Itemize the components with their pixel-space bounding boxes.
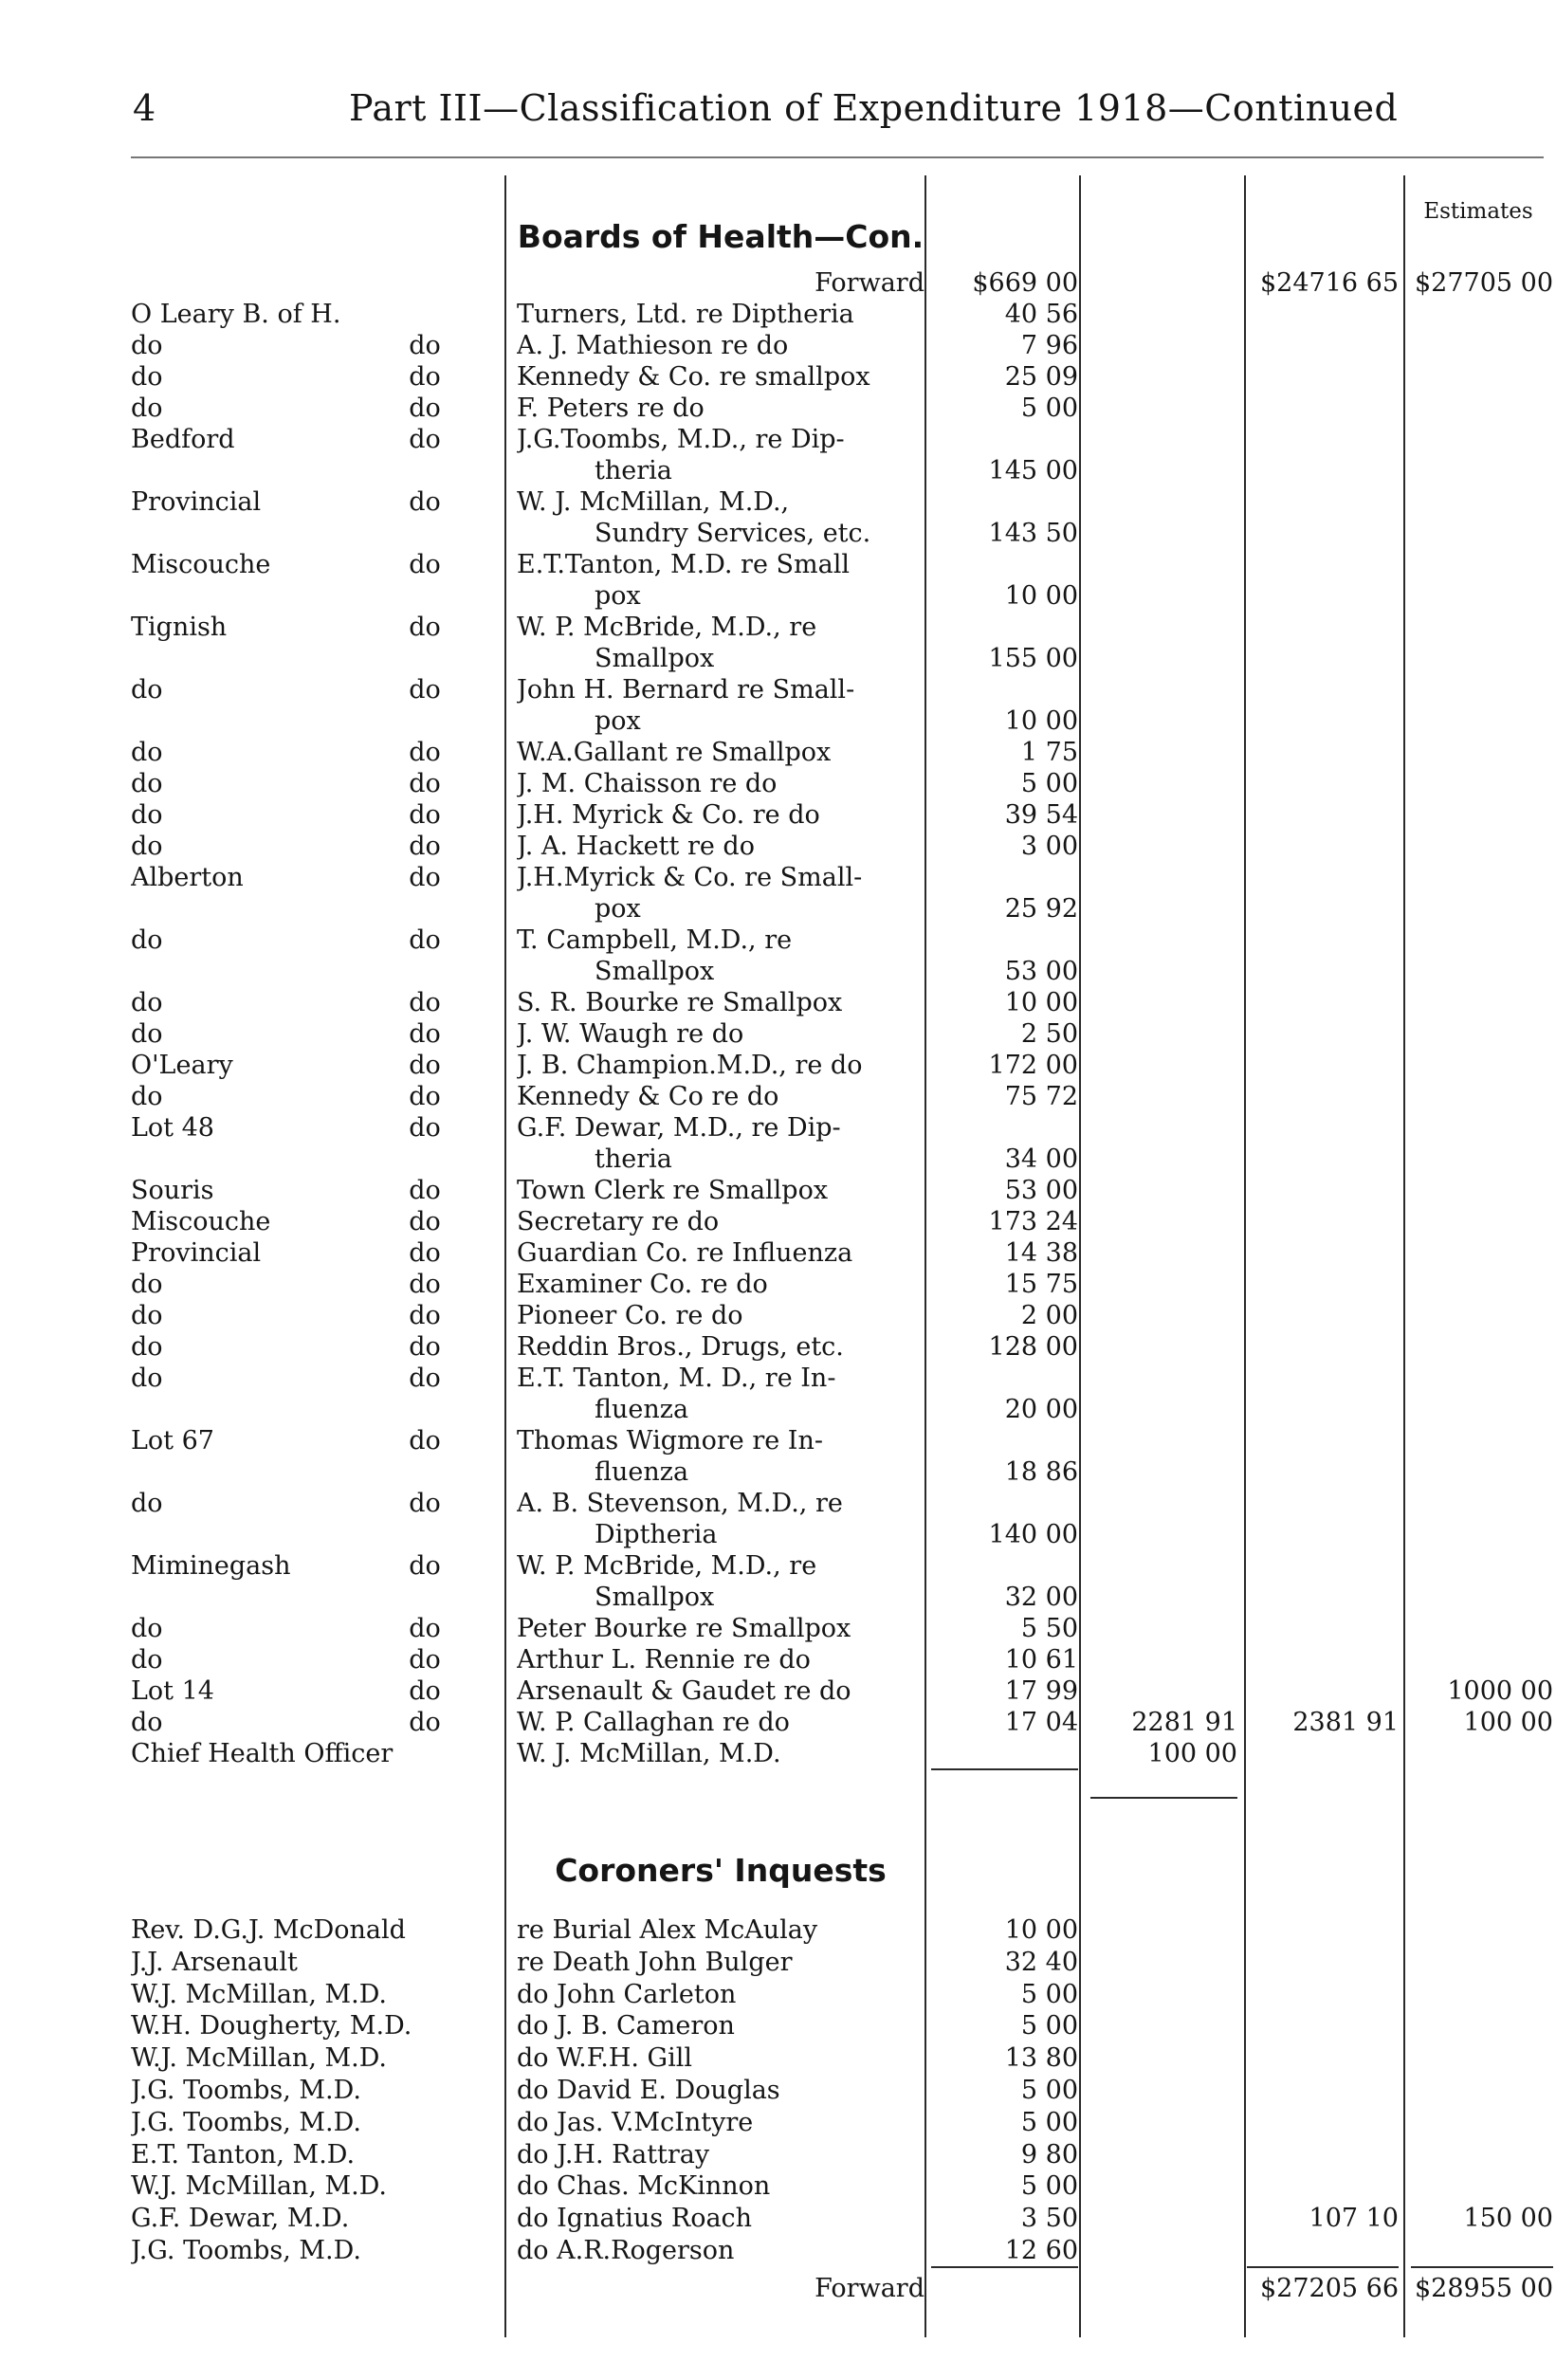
subtotal-rule-amount (931, 1768, 1078, 1770)
payee: G.F. Dewar, M.D. (131, 2204, 350, 2234)
payee: Provincial (131, 487, 262, 517)
description: J.G.Toombs, M.D., re Dip- (517, 425, 845, 454)
payee: do (131, 769, 163, 798)
description: Sundry Services, etc. (595, 519, 871, 548)
board-ditto: do (409, 1645, 441, 1675)
description: do John Carleton (517, 1979, 737, 2009)
payee: do (131, 1019, 163, 1049)
amount: 145 00 (988, 456, 1078, 485)
description: J. M. Chaisson re do (517, 769, 778, 798)
board-ditto: do (409, 1551, 441, 1581)
amount: 13 80 (1004, 2043, 1078, 2074)
payee: Rev. D.G.J. McDonald (131, 1915, 406, 1945)
estimates-label: Estimates (1423, 199, 1533, 224)
description: Arsenault & Gaudet re do (517, 1676, 851, 1706)
estimate: 150 00 (1463, 2204, 1553, 2234)
description: pox (595, 894, 641, 924)
payee: Provincial (131, 1238, 262, 1268)
subtotal-rule-coroners (931, 2266, 1078, 2268)
description: F. Peters re do (517, 394, 705, 423)
amount: 25 92 (1004, 894, 1078, 924)
amount: 140 00 (988, 1520, 1078, 1549)
column-rule-total1 (1244, 175, 1246, 2337)
description: do David E. Douglas (517, 2076, 780, 2105)
amount: 17 04 (1004, 1708, 1078, 1737)
description: Pioneer Co. re do (517, 1301, 743, 1330)
board-ditto: do (409, 769, 441, 798)
payee: Lot 67 (131, 1426, 214, 1455)
description: pox (595, 581, 641, 611)
payee: do (131, 1082, 163, 1111)
page-title: Part III—Classification of Expenditure 1918—Continued (349, 87, 1399, 129)
amount: 2 00 (1020, 1301, 1078, 1330)
payee: Tignish (131, 613, 228, 642)
board-ditto: do (409, 1176, 441, 1205)
amount: 5 00 (1020, 1979, 1078, 2009)
amount: 172 00 (988, 1051, 1078, 1080)
description: re Death John Bulger (517, 1947, 793, 1977)
description: fluenza (595, 1457, 689, 1487)
payee: Lot 48 (131, 1113, 214, 1143)
amount: 14 38 (1004, 1238, 1078, 1268)
estimate: 1000 00 (1447, 1676, 1553, 1706)
board-ditto: do (409, 613, 441, 642)
board-ditto: do (409, 425, 441, 454)
total: $24716 65 (1259, 268, 1399, 298)
amount: 32 00 (1004, 1583, 1078, 1612)
description: S. R. Bourke re Smallpox (517, 988, 843, 1017)
payee: do (131, 738, 163, 767)
description: fluenza (595, 1395, 689, 1424)
board-ditto: do (409, 1676, 441, 1706)
amount: 53 00 (1004, 957, 1078, 986)
payee: do (131, 1364, 163, 1393)
description: John H. Bernard re Small- (517, 675, 855, 705)
board-ditto: do (409, 331, 441, 360)
description: Examiner Co. re do (517, 1270, 768, 1299)
amount: 5 00 (1020, 2076, 1078, 2105)
amount: 2 50 (1020, 1019, 1078, 1049)
amount: 53 00 (1004, 1176, 1078, 1205)
board-ditto: do (409, 1207, 441, 1236)
description: do J.H. Rattray (517, 2139, 710, 2169)
description: E.T. Tanton, M. D., re In- (517, 1364, 836, 1393)
board-ditto: do (409, 1301, 441, 1330)
description: Town Clerk re Smallpox (517, 1176, 829, 1205)
payee: W.J. McMillan, M.D. (131, 2043, 387, 2074)
board-ditto: do (409, 1270, 441, 1299)
board-ditto: do (409, 1708, 441, 1737)
estimate: 100 00 (1463, 1708, 1553, 1737)
description: theria (595, 1144, 672, 1174)
description: J. B. Champion.M.D., re do (517, 1051, 863, 1080)
payee: W.H. Dougherty, M.D. (131, 2011, 412, 2041)
board-ditto: do (409, 1426, 441, 1455)
payee: Miscouche (131, 550, 271, 579)
amount: 7 96 (1020, 331, 1078, 360)
description: J.H. Myrick & Co. re do (517, 800, 820, 830)
description: Kennedy & Co. re smallpox (517, 362, 870, 392)
payee: do (131, 394, 163, 423)
amount: 40 56 (1004, 300, 1078, 329)
amount: 17 99 (1004, 1676, 1078, 1706)
amount: 18 86 (1004, 1457, 1078, 1487)
description: Diptheria (595, 1520, 718, 1549)
amount: 10 00 (1004, 581, 1078, 611)
description: W. J. McMillan, M.D. (517, 1739, 781, 1768)
forward-rule-total2 (1247, 2266, 1399, 2268)
payee: Souris (131, 1176, 214, 1205)
payee: do (131, 925, 163, 955)
payee: do (131, 832, 163, 861)
board-ditto: do (409, 675, 441, 705)
amount: $669 00 (972, 268, 1078, 298)
description: do J. B. Cameron (517, 2011, 735, 2041)
board-ditto: do (409, 1082, 441, 1111)
description: W. P. Callaghan re do (517, 1708, 790, 1737)
subtotal-rule-total1 (1090, 1797, 1237, 1799)
description: Peter Bourke re Smallpox (517, 1614, 851, 1643)
payee: do (131, 800, 163, 830)
payee: Miminegash (131, 1551, 291, 1581)
payee: E.T. Tanton, M.D. (131, 2139, 356, 2169)
description: Arthur L. Rennie re do (517, 1645, 811, 1675)
description: J. A. Hackett re do (517, 832, 755, 861)
payee: do (131, 1270, 163, 1299)
payee: O Leary B. of H. (131, 300, 341, 329)
amount: 5 00 (1020, 394, 1078, 423)
board-ditto: do (409, 1238, 441, 1268)
board-ditto: do (409, 800, 441, 830)
board-ditto: do (409, 550, 441, 579)
amount: 5 00 (1020, 2171, 1078, 2202)
section-heading-coroners: Coroners' Inquests (555, 1852, 887, 1889)
board-ditto: do (409, 1051, 441, 1080)
description: Thomas Wigmore re In- (517, 1426, 823, 1455)
payee: do (131, 1708, 163, 1737)
amount: 15 75 (1004, 1270, 1078, 1299)
description: A. J. Mathieson re do (517, 331, 789, 360)
amount: 39 54 (1004, 800, 1078, 830)
board-ditto: do (409, 487, 441, 517)
board-ditto: do (409, 738, 441, 767)
column-rule-amount (924, 175, 926, 2337)
board-ditto: do (409, 832, 441, 861)
amount: 5 00 (1020, 769, 1078, 798)
amount: 25 09 (1004, 362, 1078, 392)
amount: 12 60 (1004, 2236, 1078, 2265)
page-number: 4 (133, 87, 156, 129)
amount: 32 40 (1004, 1947, 1078, 1977)
amount: 20 00 (1004, 1395, 1078, 1424)
amount: 1 75 (1020, 738, 1078, 767)
payee: do (131, 675, 163, 705)
description: do Ignatius Roach (517, 2204, 753, 2234)
amount: 75 72 (1004, 1082, 1078, 1111)
board-ditto: do (409, 1019, 441, 1049)
payee: do (131, 1645, 163, 1675)
amount: 10 00 (1004, 988, 1078, 1017)
payee: O'Leary (131, 1051, 233, 1080)
description: pox (595, 706, 641, 736)
board-ditto: do (409, 1332, 441, 1362)
description: do Chas. McKinnon (517, 2171, 771, 2202)
description: Kennedy & Co re do (517, 1082, 779, 1111)
description: W. P. McBride, M.D., re (517, 613, 817, 642)
amount: 5 00 (1020, 2107, 1078, 2137)
description: W. J. McMillan, M.D., (517, 487, 790, 517)
payee: Chief Health Officer (131, 1739, 394, 1768)
board-ditto: do (409, 1614, 441, 1643)
description: Turners, Ltd. re Diptheria (517, 300, 854, 329)
description: theria (595, 456, 672, 485)
description: J.H.Myrick & Co. re Small- (517, 863, 863, 892)
amount: 10 00 (1004, 706, 1078, 736)
description: T. Campbell, M.D., re (517, 925, 793, 955)
amount: 34 00 (1004, 1144, 1078, 1174)
forward-label: Forward (815, 2274, 924, 2303)
board-ditto: do (409, 925, 441, 955)
payee: W.J. McMillan, M.D. (131, 1979, 387, 2009)
description: E.T.Tanton, M.D. re Small (517, 550, 850, 579)
description: Reddin Bros., Drugs, etc. (517, 1332, 844, 1362)
board-ditto: do (409, 1113, 441, 1143)
description: W. P. McBride, M.D., re (517, 1551, 817, 1581)
amount: 10 00 (1004, 1915, 1078, 1945)
description: re Burial Alex McAulay (517, 1915, 818, 1945)
description: do A.R.Rogerson (517, 2236, 735, 2265)
payee: do (131, 1301, 163, 1330)
subtotal: 2281 91 (1131, 1708, 1237, 1737)
board-ditto: do (409, 863, 441, 892)
payee: J.G. Toombs, M.D. (131, 2107, 361, 2137)
column-rule-total2 (1403, 175, 1405, 2337)
payee: J.G. Toombs, M.D. (131, 2236, 361, 2265)
forward-total: $27205 66 (1259, 2274, 1399, 2303)
payee: do (131, 1332, 163, 1362)
board-ditto: do (409, 394, 441, 423)
column-rule-cents (1079, 175, 1081, 2337)
subtotal: 100 00 (1147, 1739, 1237, 1768)
amount: 128 00 (988, 1332, 1078, 1362)
payee: Lot 14 (131, 1676, 214, 1706)
payee: do (131, 1614, 163, 1643)
amount: 173 24 (988, 1207, 1078, 1236)
amount: 3 00 (1020, 832, 1078, 861)
total: 2381 91 (1292, 1708, 1399, 1737)
board-ditto: do (409, 988, 441, 1017)
payee: do (131, 1489, 163, 1518)
payee: J.J. Arsenault (131, 1947, 298, 1977)
payee: do (131, 988, 163, 1017)
payee: J.G. Toombs, M.D. (131, 2076, 361, 2105)
description: W.A.Gallant re Smallpox (517, 738, 832, 767)
board-ditto: do (409, 1489, 441, 1518)
description: G.F. Dewar, M.D., re Dip- (517, 1113, 841, 1143)
description: A. B. Stevenson, M.D., re (517, 1489, 843, 1518)
payee: W.J. McMillan, M.D. (131, 2171, 387, 2202)
board-ditto: do (409, 362, 441, 392)
amount: 155 00 (988, 644, 1078, 673)
amount: 5 50 (1020, 1614, 1078, 1643)
payee: do (131, 362, 163, 392)
header-rule (131, 156, 1544, 158)
amount: 10 61 (1004, 1645, 1078, 1675)
forward-rule-total3 (1411, 2266, 1553, 2268)
forward-estimate: $28955 00 (1414, 2274, 1553, 2303)
payee: do (131, 331, 163, 360)
amount: 3 50 (1020, 2204, 1078, 2234)
total: 107 10 (1309, 2204, 1399, 2234)
amount: 143 50 (988, 519, 1078, 548)
payee: Alberton (131, 863, 244, 892)
section-heading-boards: Boards of Health—Con. (517, 218, 924, 255)
description: Secretary re do (517, 1207, 720, 1236)
description: Smallpox (595, 957, 715, 986)
description: Forward (815, 268, 924, 298)
description: J. W. Waugh re do (517, 1019, 744, 1049)
amount: 9 80 (1020, 2139, 1078, 2169)
description: do Jas. V.McIntyre (517, 2107, 754, 2137)
description: Guardian Co. re Influenza (517, 1238, 853, 1268)
description: Smallpox (595, 644, 715, 673)
board-ditto: do (409, 1364, 441, 1393)
description: do W.F.H. Gill (517, 2043, 693, 2074)
payee: Bedford (131, 425, 235, 454)
payee: Miscouche (131, 1207, 271, 1236)
description: Smallpox (595, 1583, 715, 1612)
estimate: $27705 00 (1414, 268, 1553, 298)
amount: 5 00 (1020, 2011, 1078, 2041)
